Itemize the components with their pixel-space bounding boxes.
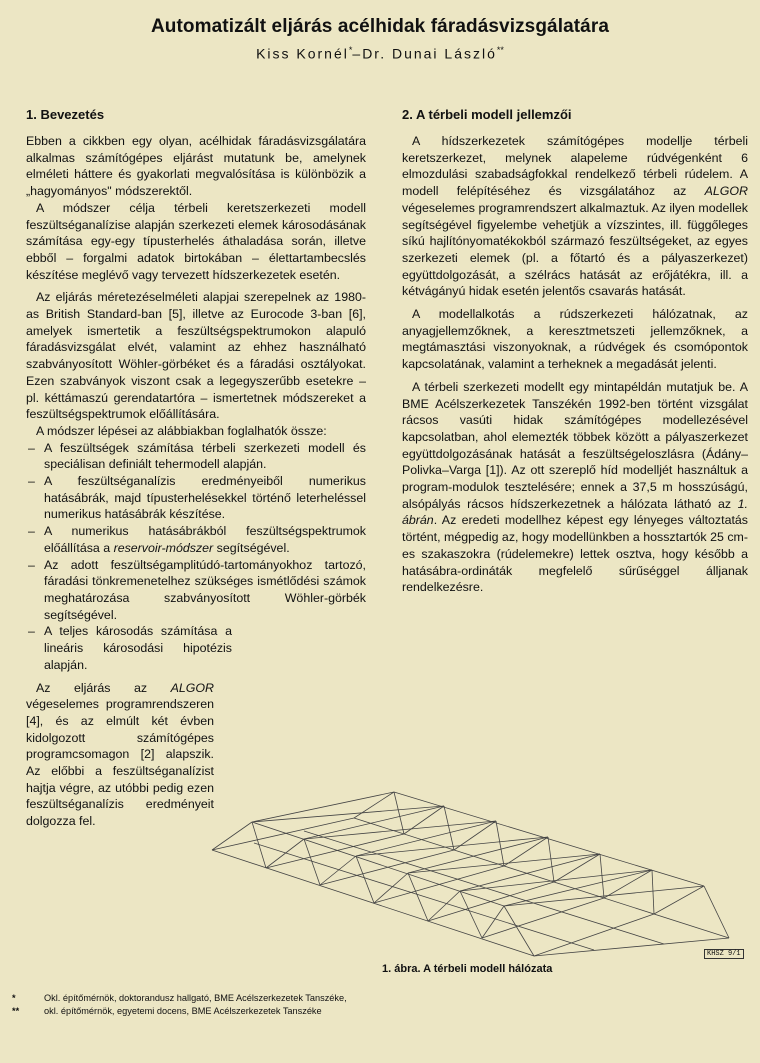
method-step-text: segítségével. <box>213 540 290 555</box>
intro-paragraph-5 <box>26 680 214 830</box>
footnote-text: Okl. építőmérnök, doktorandusz hallgató, BME Acélszerkezetek Tanszéke, <box>44 993 347 1003</box>
method-step: – A teljes károsodás számítása a lineáris károsodási hipotézis alapján. <box>26 623 232 673</box>
author-1: Kiss Kornél <box>256 45 349 62</box>
method-step: – Az adott feszültségamplitúdó-tartományokhoz tartozó, fáradási tönkremenetelhez szükséges ismétlődési számok meghatározása szabványosított Wöhler-görbék segítségével. <box>26 557 366 624</box>
author-1-mark: * <box>348 45 353 55</box>
footnote-text: okl. építőmérnök, egyetemi docens, BME Acélszerkezetek Tanszéke <box>44 1005 322 1016</box>
footnote <box>12 1005 712 1018</box>
model-paragraph-3 <box>402 379 748 596</box>
footnote-mark: ** <box>12 1005 20 1016</box>
footnote <box>12 992 712 1005</box>
author-2-mark: ** <box>496 45 504 55</box>
truss-wireframe-drawing <box>204 778 752 964</box>
intro-paragraph-4: A módszer lépései az alábbiakban foglalhatók össze: <box>36 423 327 438</box>
footnote-mark: * <box>12 993 16 1003</box>
intro-paragraph-1: Ebben a cikkben egy olyan, acélhidak fáradásvizsgálatára alkalmas számítógépes eljárást mutatunk be, amelynek elméleti háttere és gyakorlati megvalósítása is különbözik a „hagyományos" módszerektől. <box>26 134 366 199</box>
method-steps-list <box>26 440 366 674</box>
right-column <box>402 106 748 596</box>
method-step: – A feszültségek számítása térbeli szerkezeti modell és speciálisan definiált tehermodell alapján. <box>26 440 366 473</box>
model-paragraph-2: A modellalkotás a rúdszerkezeti hálózatnak, az anyagjellemzőknek, a keresztmetszeti jellemzőknek, a megtámasztási viszonyoknak, a rúdvégek és csomópontok kapcsolatának, valamint a terheknek a megadását jelenti. <box>402 307 748 372</box>
paragraph-text: . Az eredeti modellhez képest egy lényeges változtatás történt, mégpedig az, hogy modellünkben a hossztartók 25 cm-es szakaszokra (rúdelemekre) lettek osztva, hogy később a hatásábra-ordináták megfelelő sűrűséggel álljanak rendelkezésre. <box>402 513 748 595</box>
section-1-heading: 1. Bevezetés <box>26 107 105 122</box>
figure-caption: 1. ábra. A térbeli modell hálózata <box>382 963 553 975</box>
section-2-heading: 2. A térbeli modell jellemzői <box>402 107 572 122</box>
method-step-text: A numerikus hatásábrákból feszültségspektrumok előállítása a <box>44 524 366 555</box>
figure-tag: KHSZ 9/1 <box>704 949 744 959</box>
paragraph-text: A térbeli szerkezeti modellt egy mintapéldán mutatjuk be. A BME Acélszerkezetek Tanszékén 1992-ben történt vizsgálat rácsos vasúti hidak számítógépes modellezésével kapcsolatban, ahol elemezték többek között a pályaszerkezet együttdolgozásának hatását a feszültségeloszlásra (Ádány–Polivka–Varga [1]). Az ott szereplő híd modelljét használtuk a program-modulok tesztelésére; ennek a 37,5 m hosszúságú, alsópályás rácsos hídszerkezetnek a hálózata látható az <box>402 379 748 511</box>
left-column <box>26 106 366 830</box>
author-2: Dr. Dunai László <box>362 45 497 62</box>
paragraph-text: végeselemes programrendszeren [4], és az elmúlt két évben kidolgozott számítógépes programcsomagon [2] alapszik. Az előbbi a feszültséganalízist hajtja végre, az utóbbi pedig ezen feszültséganalízis eredményeit dolgozza fel. <box>26 697 214 829</box>
method-step <box>26 523 366 556</box>
intro-paragraph-2: A módszer célja térbeli keretszerkezeti modell feszültséganalízise alapján szerkezeti elemek károsodásának számítása egy-egy típusterhelés áthaladása során, illetve ebből – forgalmi adatok birtokában – élettartambecslés készítése meglévő vagy tervezett hídszerkezetek esetén. <box>26 200 366 282</box>
intro-paragraph-3: Az eljárás méretezéselméleti alapjai szerepelnek az 1980-as British Standard-ban [5], illetve az Eurocode 3-ban [6], amelyek ismertetik a feszültségspektrumokon alapuló fáradásvizsgálat elvét, valamint az ehhez használható szabványosított Wöhler-görbéket és a fáradási osztályokat. Ezen szabványok viszont csak a legegyszerűbb esetekre – pl. kéttámaszú gerendatartóra – ismertetnek módszereket a feszültségspektrumok előállítására. <box>26 290 366 422</box>
paragraph-emphasis: 1. ábrán <box>402 496 748 528</box>
paragraph-text: A hídszerkezetek számítógépes modellje térbeli keretszerkezet, melynek alapeleme rúdvégenként 6 elmozdulási szabadságfokkal rendelkező térbeli rúdelem. A modell felépítéséhez és vizsgálatához az <box>402 134 748 199</box>
article-title: Automatizált eljárás acélhidak fáradásvizsgálatára <box>150 16 610 37</box>
paragraph-text: végeselemes programrendszert alkalmaztuk. Az ilyen modellek segítségével figyelembe vehetjük a vízszintes, ill. függőleges síkú hajlítónyomatékokból származó feszültségeket, az egyes szerkezeti elemek (pl. a főtartó és a pályaszerkezet) együttdolgozását, a szélrács hatását az erőjátékra, ill. a kétvágányú hidak esetén jelentős csavarás hatását. <box>402 200 748 299</box>
method-step-emphasis: reservoir-módszer <box>113 540 214 555</box>
model-paragraph-1 <box>402 133 748 300</box>
paragraph-emphasis: ALGOR <box>704 184 748 199</box>
method-step: – A feszültséganalízis eredményeiből numerikus hatásábrák, majd típusterhelésekkel történő leterheléssel numerikus hatásábrák készítése. <box>26 473 366 523</box>
footnotes <box>12 992 712 1017</box>
paragraph-text: Az eljárás az <box>36 680 171 695</box>
paragraph-emphasis: ALGOR <box>170 680 214 695</box>
authors-line <box>0 45 760 62</box>
truss-model-figure <box>204 778 752 964</box>
author-separator: – <box>352 45 363 62</box>
